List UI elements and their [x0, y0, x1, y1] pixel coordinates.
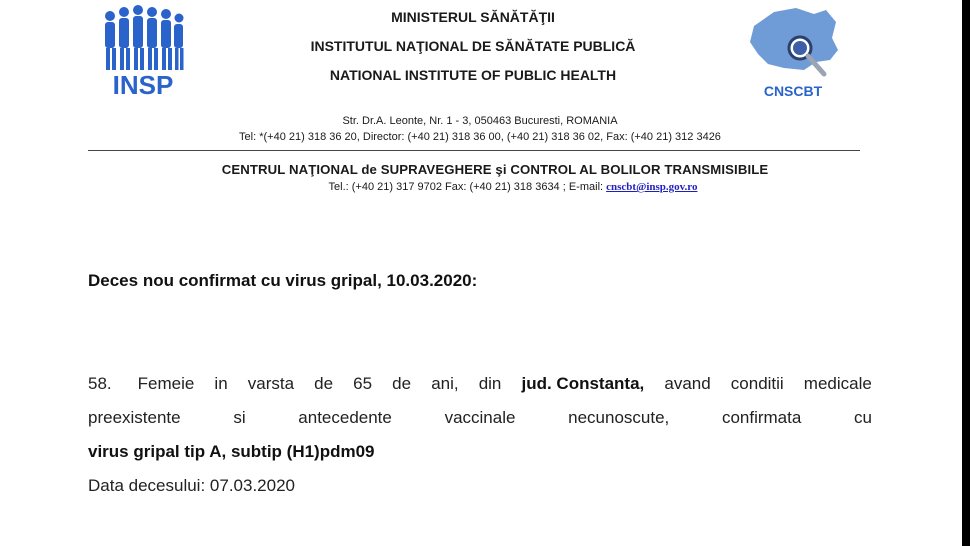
case-word: [521, 374, 644, 394]
case-word: antecedente: [298, 408, 392, 427]
case-word: vaccinale: [444, 408, 516, 427]
institute-title-en: NATIONAL INSTITUTE OF PUBLIC HEALTH: [329, 67, 617, 83]
death-date: Data decesului: 07.03.2020: [88, 476, 295, 495]
case-line-3: virus gripal tip A, subtip (H1)pdm09: [88, 442, 375, 461]
center-contact-phones: Tel.: (+40 21) 317 9702 Fax: (+40 21) 318 3634 ; E-mail:: [328, 181, 607, 193]
case-number: 58.: [88, 374, 112, 393]
case-word: cu: [854, 408, 872, 427]
right-edge-border: [962, 0, 970, 546]
case-word: preexistente: [88, 408, 181, 427]
case-word: Femeie: [137, 374, 195, 393]
svg-text:INSP: INSP: [112, 70, 174, 96]
case-word: necunoscute,: [568, 408, 670, 427]
center-name: CENTRUL NAŢIONAL de SUPRAVEGHERE şi CONTROL AL BOLILOR TRANSMISIBILE: [221, 162, 769, 177]
case-word: medicale: [803, 374, 872, 393]
case-line-1: [88, 374, 872, 394]
svg-text:CNSCBT: CNSCBT: [763, 83, 823, 99]
case-word: din: [478, 374, 502, 393]
case-word: confirmata: [721, 408, 802, 427]
case-text-start: [138, 374, 872, 394]
case-word: varsta: [247, 374, 295, 393]
county-name: jud. Constanta,: [521, 374, 645, 393]
case-word: de: [314, 374, 334, 393]
ministry-title: MINISTERUL SĂNĂTĂŢII: [391, 9, 555, 25]
institute-address: Str. Dr.A. Leonte, Nr. 1 - 3, 050463 Bucuresti, ROMANIA: [342, 115, 618, 127]
institute-phones: Tel: *(+40 21) 318 36 20, Director: (+40 21) 318 36 00, (+40 21) 318 36 02, Fax: (+40 21) 312 3426: [239, 131, 721, 143]
case-word: in: [214, 374, 228, 393]
center-email-link[interactable]: cnscbt@insp.gov.ro: [606, 181, 698, 193]
case-word: de: [392, 374, 412, 393]
cnscbt-logo: [744, 4, 842, 102]
case-line-2: [88, 408, 872, 428]
case-word: conditii: [730, 374, 784, 393]
header-divider: [88, 150, 860, 151]
center-contact: [28, 181, 970, 193]
case-word: 65: [353, 374, 373, 393]
report-title: Deces nou confirmat cu virus gripal, 10.03.2020:: [88, 271, 478, 290]
case-word: si: [233, 408, 246, 427]
institute-title-ro: INSTITUTUL NAŢIONAL DE SĂNĂTATE PUBLICĂ: [310, 38, 636, 54]
case-word: ani,: [431, 374, 459, 393]
case-word: avand: [664, 374, 711, 393]
